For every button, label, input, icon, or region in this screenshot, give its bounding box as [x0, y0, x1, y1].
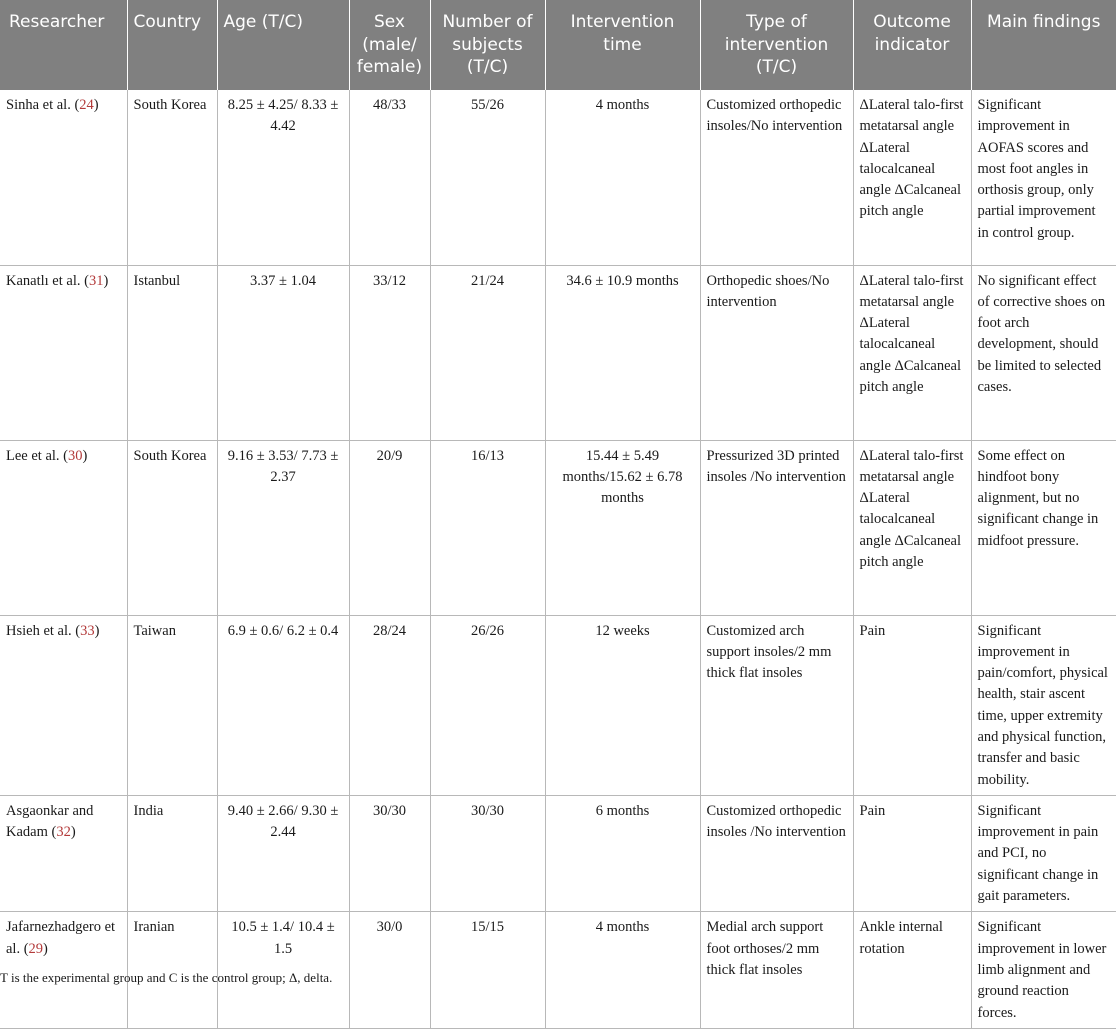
- cell-outcome: ΔLateral talo-first metatarsal angle ΔLateral talocalcaneal angle ΔCalcaneal pitch angle: [853, 90, 971, 265]
- col-header-findings: Main findings: [971, 0, 1116, 90]
- cell-outcome: Pain: [853, 615, 971, 795]
- cell-outcome: Pain: [853, 795, 971, 911]
- cell-intervention-time: 4 months: [545, 90, 700, 265]
- table-row: [0, 795, 1116, 911]
- cell-outcome: ΔLateral talo-first metatarsal angle ΔLateral talocalcaneal angle ΔCalcaneal pitch angle: [853, 440, 971, 615]
- col-header-outcome: Outcome indicator: [853, 0, 971, 90]
- reference-link[interactable]: 30: [68, 447, 83, 464]
- reference-link[interactable]: 31: [88, 272, 104, 289]
- cell-subjects: 26/26: [430, 615, 545, 795]
- cell-intervention-time: 15.44 ± 5.49 months/15.62 ± 6.78 months: [545, 440, 700, 615]
- cell-sex: 28/24: [349, 615, 430, 795]
- cell-findings: Significant improvement in pain/comfort, physical health, stair ascent time, upper extremity and physical function, transfer and basic mobility.: [971, 615, 1116, 795]
- col-header-country: Country: [127, 0, 217, 90]
- col-header-intervention-time: Intervention time: [545, 0, 700, 90]
- col-header-subjects: Number of subjects (T/C): [430, 0, 545, 90]
- table-row: [0, 615, 1116, 795]
- cell-country: Taiwan: [127, 615, 217, 795]
- cell-findings: Significant improvement in pain and PCI, no significant change in gait parameters.: [971, 795, 1116, 911]
- cell-subjects: 30/30: [430, 795, 545, 911]
- cell-researcher: Kanatlı et al. (31): [0, 265, 127, 440]
- table-header-row: [0, 0, 1116, 90]
- cell-intervention-type: Customized orthopedic insoles/No intervention: [700, 90, 853, 265]
- cell-country: India: [127, 795, 217, 911]
- cell-researcher: Asgaonkar and Kadam (32): [0, 795, 127, 911]
- reference-link[interactable]: 29: [28, 940, 44, 957]
- cell-country: Iranian: [127, 912, 217, 1028]
- cell-age: 9.40 ± 2.66/ 9.30 ± 2.44: [217, 795, 349, 911]
- cell-sex: 48/33: [349, 90, 430, 265]
- col-header-sex: Sex (male/ female): [349, 0, 430, 90]
- cell-outcome: ΔLateral talo-first metatarsal angle ΔLateral talocalcaneal angle ΔCalcaneal pitch angle: [853, 265, 971, 440]
- cell-intervention-time: 6 months: [545, 795, 700, 911]
- cell-researcher: Hsieh et al. (33): [0, 615, 127, 795]
- cell-findings: Significant improvement in lower limb alignment and ground reaction forces.: [971, 912, 1116, 1028]
- cell-subjects: 16/13: [430, 440, 545, 615]
- cell-intervention-type: Customized arch support insoles/2 mm thick flat insoles: [700, 615, 853, 795]
- cell-researcher: Jafarnezhadgero et al. (29): [0, 912, 127, 1028]
- cell-intervention-type: Pressurized 3D printed insoles /No intervention: [700, 440, 853, 615]
- cell-subjects: 21/24: [430, 265, 545, 440]
- cell-country: South Korea: [127, 440, 217, 615]
- col-header-age: Age (T/C): [217, 0, 349, 90]
- col-header-intervention-type: Type of intervention (T/C): [700, 0, 853, 90]
- cell-intervention-time: 12 weeks: [545, 615, 700, 795]
- cell-intervention-time: 34.6 ± 10.9 months: [545, 265, 700, 440]
- cell-country: South Korea: [127, 90, 217, 265]
- cell-sex: 30/0: [349, 912, 430, 1028]
- table-footnote: T is the experimental group and C is the control group; Δ, delta.: [0, 970, 333, 985]
- cell-researcher: Sinha et al. (24): [0, 90, 127, 265]
- cell-intervention-type: Customized orthopedic insoles /No intervention: [700, 795, 853, 911]
- cell-age: 8.25 ± 4.25/ 8.33 ± 4.42: [217, 90, 349, 265]
- reference-link[interactable]: 33: [80, 622, 95, 639]
- cell-intervention-type: Medial arch support foot orthoses/2 mm thick flat insoles: [700, 912, 853, 1028]
- table-row: [0, 265, 1116, 440]
- col-header-researcher: Researcher: [0, 0, 127, 90]
- reference-link[interactable]: 32: [56, 824, 71, 841]
- cell-age: 10.5 ± 1.4/ 10.4 ± 1.5: [217, 912, 349, 1028]
- reference-link[interactable]: 24: [79, 97, 94, 113]
- cell-outcome: Ankle internal rotation: [853, 912, 971, 1028]
- cell-country: Istanbul: [127, 265, 217, 440]
- cell-sex: 33/12: [349, 265, 430, 440]
- table-row: [0, 440, 1116, 615]
- cell-intervention-time: 4 months: [545, 912, 700, 1028]
- cell-subjects: 55/26: [430, 90, 545, 265]
- cell-findings: Significant improvement in AOFAS scores and most foot angles in orthosis group, only partial improvement in control group.: [971, 90, 1116, 265]
- cell-sex: 20/9: [349, 440, 430, 615]
- cell-age: 6.9 ± 0.6/ 6.2 ± 0.4: [217, 615, 349, 795]
- cell-age: 9.16 ± 3.53/ 7.73 ± 2.37: [217, 440, 349, 615]
- cell-intervention-type: Orthopedic shoes/No intervention: [700, 265, 853, 440]
- cell-findings: No significant effect of corrective shoes on foot arch development, should be limited to selected cases.: [971, 265, 1116, 440]
- cell-subjects: 15/15: [430, 912, 545, 1028]
- cell-researcher: Lee et al. (30): [0, 440, 127, 615]
- cell-sex: 30/30: [349, 795, 430, 911]
- cell-findings: Some effect on hindfoot bony alignment, but no significant change in midfoot pressure.: [971, 440, 1116, 615]
- cell-age: 3.37 ± 1.04: [217, 265, 349, 440]
- table-row: [0, 90, 1116, 265]
